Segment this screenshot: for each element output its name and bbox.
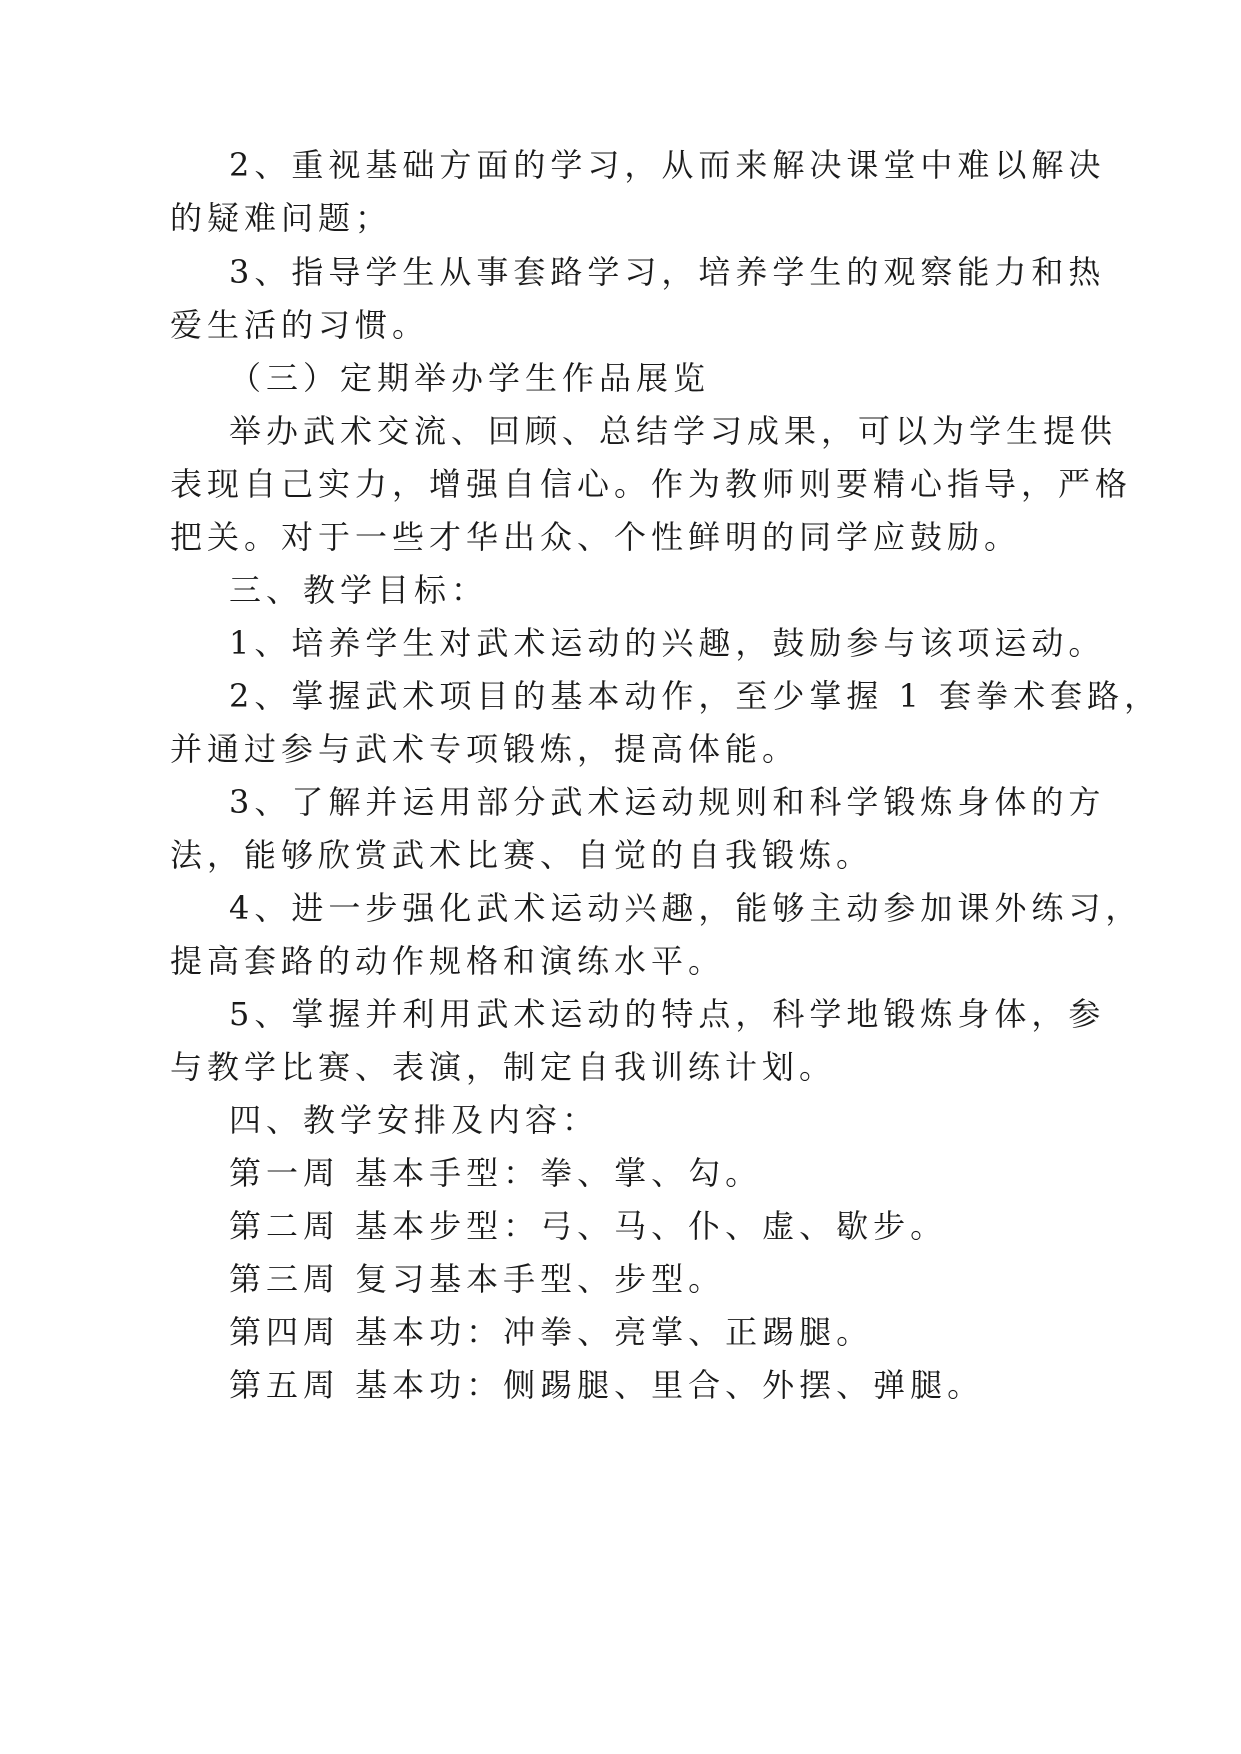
schedule-item: 第四周 基本功：冲拳、亮掌、正踢腿。 — [229, 1313, 874, 1351]
text-line: 表现自己实力，增强自信心。作为教师则要精心指导，严格 — [170, 465, 1133, 503]
text-line: 的疑难问题； — [170, 199, 393, 237]
text-line: 提高套路的动作规格和演练水平。 — [170, 942, 726, 980]
text-line: 举办武术交流、回顾、总结学习成果，可以为学生提供 — [229, 412, 1118, 450]
schedule-item: 第一周 基本手型：拳、掌、勾。 — [229, 1154, 763, 1192]
schedule-item: 第五周 基本功：侧踢腿、里合、外摆、弹腿。 — [229, 1366, 985, 1404]
text-line: 2、重视基础方面的学习，从而来解决课堂中难以解决 — [229, 146, 1106, 184]
text-line: 3、指导学生从事套路学习，培养学生的观察能力和热 — [229, 253, 1106, 291]
text-line: 4、进一步强化武术运动兴趣，能够主动参加课外练习， — [229, 889, 1143, 927]
section-heading: 四、教学安排及内容： — [229, 1101, 600, 1139]
text-line: 爱生活的习惯。 — [170, 306, 430, 344]
section-heading: （三）定期举办学生作品展览 — [229, 359, 711, 397]
text-line: 5、掌握并利用武术运动的特点，科学地锻炼身体，参 — [229, 995, 1106, 1033]
text-line: 3、了解并运用部分武术运动规则和科学锻炼身体的方 — [229, 783, 1106, 821]
text-line: 2、掌握武术项目的基本动作，至少掌握 1 套拳术套路， — [229, 677, 1162, 715]
section-heading: 三、教学目标： — [229, 571, 489, 609]
text-line: 并通过参与武术专项锻炼，提高体能。 — [170, 730, 800, 768]
text-line: 与教学比赛、表演，制定自我训练计划。 — [170, 1048, 837, 1086]
schedule-item: 第二周 基本步型：弓、马、仆、虚、歇步。 — [229, 1207, 948, 1245]
text-line: 把关。对于一些才华出众、个性鲜明的同学应鼓励。 — [170, 518, 1022, 556]
text-line: 法，能够欣赏武术比赛、自觉的自我锻炼。 — [170, 836, 874, 874]
text-line: 1、培养学生对武术运动的兴趣，鼓励参与该项运动。 — [229, 624, 1106, 662]
schedule-item: 第三周 复习基本手型、步型。 — [229, 1260, 726, 1298]
